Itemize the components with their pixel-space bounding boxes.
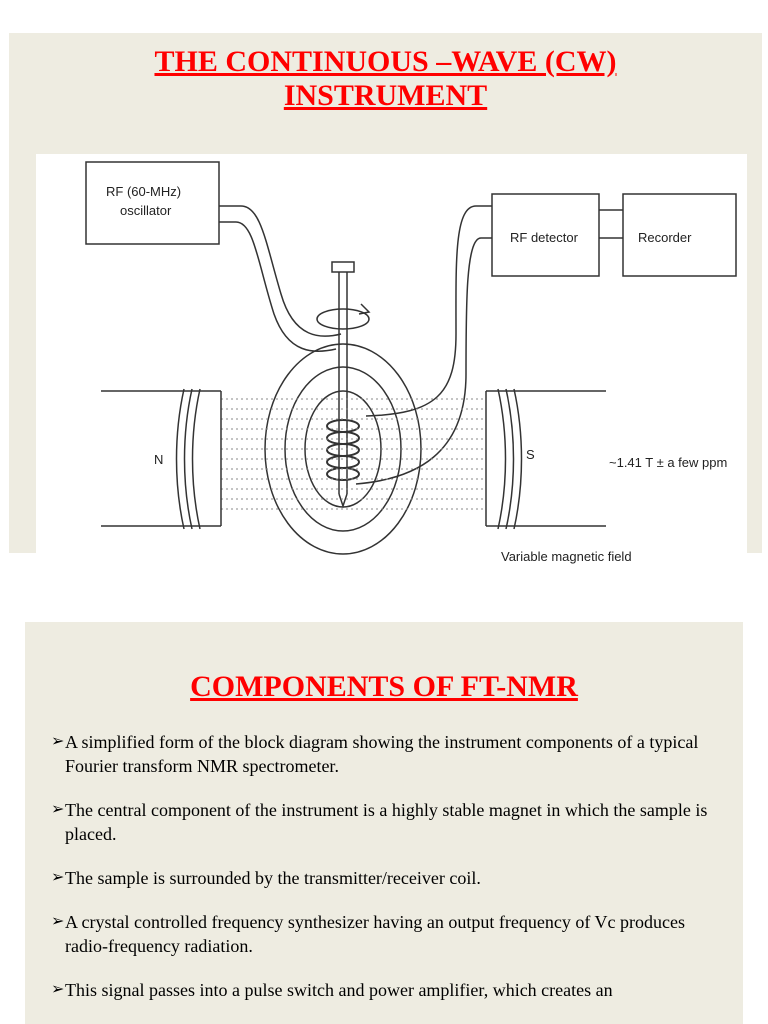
bullet-item [51, 866, 731, 890]
bullet-arrow-icon: ➢ [51, 981, 65, 998]
slide-continuous-wave [9, 33, 762, 564]
bullet-arrow-icon: ➢ [51, 913, 65, 930]
bullet-text: A simplified form of the block diagram showing the instrument components of a typical Fourier transform NMR spectrometer. [65, 732, 699, 776]
pole-n-label: N [154, 452, 164, 467]
field-label: Variable magnetic field [501, 549, 632, 564]
bullet-arrow-icon: ➢ [51, 801, 65, 818]
title-line-1: THE CONTINUOUS –WAVE (CW) [154, 45, 617, 78]
detector-label: RF detector [510, 230, 578, 245]
bullet-item [51, 910, 731, 958]
field-strength-label: ~1.41 T ± a few ppm [609, 455, 728, 470]
slide-ft-nmr-components [25, 622, 743, 1024]
pole-s-label: S [526, 447, 535, 462]
oscillator-label-2: oscillator [120, 203, 172, 218]
bullet-list [51, 730, 731, 1022]
bullet-item [51, 978, 731, 1002]
slide-title: COMPONENTS OF FT-NMR [190, 670, 578, 703]
bullet-text: A crystal controlled frequency synthesizer having an output frequency of Vc produces radio-frequency radiation. [65, 912, 685, 956]
slide-title [9, 45, 762, 113]
oscillator-label-1: RF (60-MHz) [106, 184, 182, 199]
bullet-arrow-icon: ➢ [51, 869, 65, 886]
bullet-item [51, 798, 731, 846]
bullet-text: The sample is surrounded by the transmitter/receiver coil. [65, 868, 481, 888]
cw-instrument-diagram [36, 154, 747, 586]
bullet-text: This signal passes into a pulse switch and power amplifier, which creates an [65, 980, 613, 1000]
title-line-2: INSTRUMENT [283, 79, 488, 112]
bullet-text: The central component of the instrument is a highly stable magnet in which the sample is placed. [65, 800, 708, 844]
bullet-arrow-icon: ➢ [51, 733, 65, 750]
recorder-label: Recorder [638, 230, 692, 245]
bullet-item [51, 730, 731, 778]
diagram-svg [36, 154, 747, 586]
